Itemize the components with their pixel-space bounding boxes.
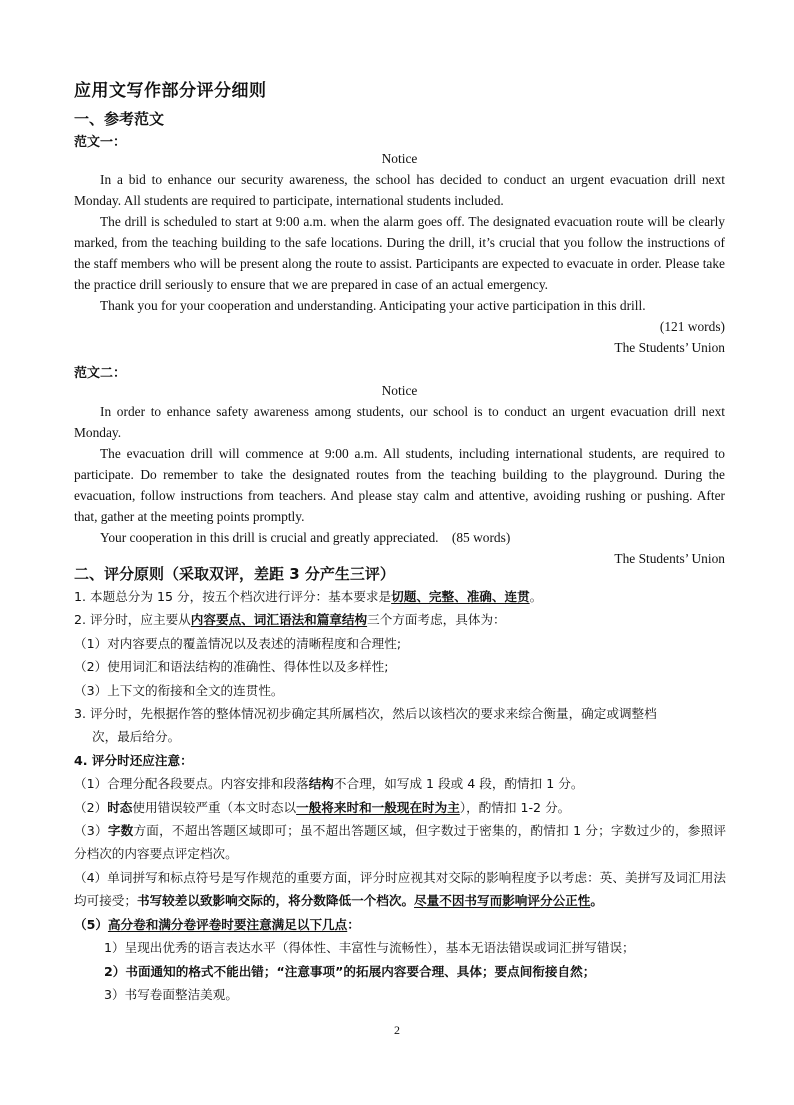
rule-4-item-2-end: ），酌情扣 1-2 分。 (459, 799, 571, 815)
sample-2-paragraph-3 (74, 527, 725, 548)
rule-4-item-1-text: （1）合理分配各段要点。内容安排和段落 (74, 776, 309, 792)
rule-4-item-3 (74, 819, 726, 866)
rule-4-item-5-key: 高分卷和满分卷评卷时要注意满足以下几点 (107, 916, 348, 932)
scoring-rules (74, 585, 726, 1006)
rule-2 (74, 608, 726, 631)
sample-2-paragraph-3-text: Your cooperation in this drill is crucial and greatly appreciated. (100, 530, 439, 545)
rule-1-key-terms: 切题、完整、准确、连贯 (391, 589, 530, 604)
rule-2-item-3: （3）上下文的衔接和全文的连贯性。 (74, 682, 284, 698)
section-1-heading: 一、参考范文 (74, 110, 165, 128)
rule-4-item-4-text: （4）单词拼写和标点符号是写作规范的重要方面，评分时应视其对交际的影响程度予以考虑：英、美拼写及词汇用法均可接受； (74, 869, 726, 909)
sample-2-paragraph-1: In order to enhance safety awareness among students, our school is to conduct an urgent evacuation drill next Monday. (74, 404, 725, 440)
rule-2-text: 2. 评分时，应主要从 (74, 612, 191, 628)
rule-4-item-4 (74, 866, 726, 913)
rule-4-item-3-bold: 字数 (107, 823, 134, 839)
rule-4-item-5-num: （5） (74, 916, 108, 932)
rule-1-text: 1. 本题总分为 15 分，按五个档次进行评分：基本要求是 (74, 589, 392, 604)
rule-2-item-1: （1）对内容要点的覆盖情况以及表述的清晰程度和合理性; (74, 635, 402, 651)
rule-4-item-2-bold: 时态 (107, 799, 133, 815)
sample-2-text (74, 380, 725, 569)
sample-1-text (74, 148, 725, 358)
rule-4-item-4-bold: 书写较差以致影响交际的，将分数降低一个档次。 (136, 893, 415, 909)
rule-2-item-2: （2）使用词汇和语法结构的准确性、得体性以及多样性; (74, 659, 389, 675)
sample-1-signature: The Students’ Union (614, 340, 725, 355)
sample-2-signature: The Students’ Union (614, 551, 725, 566)
sample-1-notice-title: Notice (381, 151, 418, 166)
page-number: 2 (394, 1023, 400, 1037)
rule-3-line-2: 次，最后给分。 (92, 729, 181, 745)
rule-4-item-5-end: ： (347, 916, 360, 932)
sample-1-paragraph-3: Thank you for your cooperation and understanding. Anticipating your active participation in this drill. (100, 298, 646, 313)
rule-4-item-1 (74, 772, 726, 795)
rule-1-end: 。 (529, 589, 543, 604)
rule-2-key-terms: 内容要点、词汇语法和篇章结构 (190, 612, 368, 628)
rule-4-item-5-sub-2: 2）书面通知的格式不能出错；“注意事项”的拓展内容要合理、具体；要点间衔接自然； (104, 963, 596, 979)
rule-2-end: 三个方面考虑，具体为： (367, 612, 506, 628)
sample-1-paragraph-2: The drill is scheduled to start at 9:00 a.m. when the alarm goes off. The designated evacuation route will be clearly marked, from the teaching building to the safe locations. During the drill, it’s crucial that you follow the instructions of the staff members who will be present along the route to assist. Participants are expected to evacuate in order. Please take the practice drill seriously to ensure that we are prepared in case of an actual emergency. (74, 214, 725, 292)
sample-1-word-count: (121 words) (659, 319, 725, 334)
rule-4-item-2-text: 使用错误较严重（本文时态以 (132, 799, 297, 815)
rule-4-item-2-num: （2） (74, 799, 108, 815)
rule-4-item-2-key: 一般将来时和一般现在时为主 (296, 799, 460, 815)
document-title: 应用文写作部分评分细则 (74, 81, 267, 101)
rule-4-item-3-text: 方面，不超出答题区域即可；虽不超出答题区域，但字数过于密集的，酌情扣 1 分；字数过少的，参照评分档次的内容要点评定档次。 (74, 823, 727, 862)
rule-1 (74, 585, 726, 608)
rule-4-item-2 (74, 796, 726, 819)
rule-4-item-5-sub-3: 3）书写卷面整洁美观。 (104, 986, 238, 1002)
rule-3-line-1: 3. 评分时，先根据作答的整体情况初步确定其所属档次，然后以该档次的要求来综合衡量，确定或调整档 (74, 706, 657, 722)
rule-4-item-4-key: 尽量不因书写而影响评分公正性 (414, 893, 591, 909)
sample-2-notice-title: Notice (381, 383, 418, 398)
sample-2-label: 范文二： (74, 366, 127, 381)
sample-1-label: 范文一： (74, 135, 127, 150)
rule-4-item-5 (74, 913, 726, 936)
rule-4-heading: 4. 评分时还应注意： (74, 752, 193, 768)
rule-4-item-4-end: 。 (590, 893, 603, 909)
sample-2-word-count: (85 words) (451, 530, 511, 545)
rule-4-item-3-num: （3） (74, 823, 108, 839)
sample-2-paragraph-2: The evacuation drill will commence at 9:00 a.m. All students, including international students, are required to participate. Do remember to take the designated routes from the teaching building to the playground. During the evacuation, follow instructions from teachers. And please stay calm and attentive, avoiding rushing or pushing. After that, gather at the meeting points promptly. (74, 446, 725, 524)
rule-4-item-1-end: 不合理，如写成 1 段或 4 段，酌情扣 1 分。 (333, 776, 584, 792)
section-2-heading: 二、评分原则（采取双评，差距 3 分产生三评） (74, 565, 395, 583)
rule-4-item-5-sub-1: 1）呈现出优秀的语言表达水平（得体性、丰富性与流畅性），基本无语法错误或词汇拼写错误； (104, 940, 635, 956)
sample-1-paragraph-1: In a bid to enhance our security awareness, the school has decided to conduct an urgent evacuation drill next Monday. All students are required to participate, international students included. (74, 172, 725, 208)
rule-4-item-1-bold: 结构 (308, 776, 334, 792)
